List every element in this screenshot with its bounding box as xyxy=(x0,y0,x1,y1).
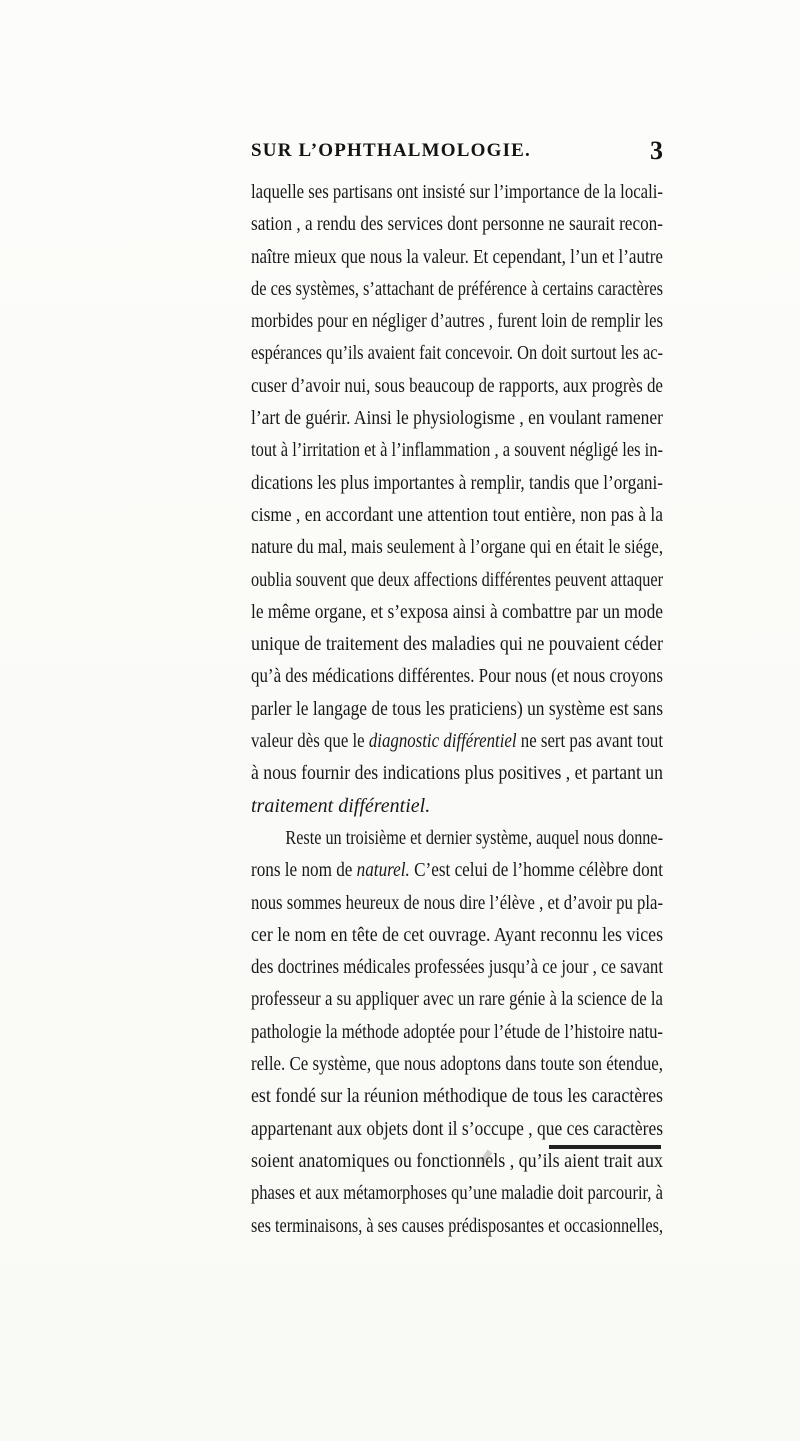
text-line: le même organe, et s’exposa ainsi à combattre par un mode xyxy=(251,600,664,623)
text-line: de ces systèmes, s’attachant de préférence à certains caractères xyxy=(251,277,663,300)
italic-term-naturel: naturel. xyxy=(356,859,410,882)
text-line xyxy=(251,854,663,886)
text-fragment: valeur dès que le xyxy=(251,730,369,753)
paragraph-1 xyxy=(251,176,663,822)
paragraph-2 xyxy=(251,822,663,1242)
text-line: laquelle ses partisans ont insisté sur l’importance de la locali- xyxy=(251,181,664,203)
text-line: tout à l’irritation et à l’inflammation , a souvent négligé les in- xyxy=(251,439,663,462)
text-line: phases et aux métamorphoses qu’une maladie doit parcourir, à xyxy=(251,1182,663,1205)
text-line xyxy=(251,725,663,757)
text-line: morbides pour en négliger d’autres , furent loin de remplir les xyxy=(251,310,663,333)
text-line: à nous fournir des indications plus positives , et partant un xyxy=(251,762,663,785)
text-line: sation , a rendu des services dont personne ne saurait recon- xyxy=(251,213,663,236)
text-line: parler le langage de tous les praticiens) un système est sans xyxy=(251,697,664,720)
text-line: soient anatomiques ou fonctionnels , qu’ils aient trait aux xyxy=(251,1149,663,1172)
text-line: l’art de guérir. Ainsi le physiologisme , en voulant ramener xyxy=(251,407,664,430)
text-line: professeur a su appliquer avec un rare génie à la science de la xyxy=(251,988,663,1011)
text-line xyxy=(251,790,663,822)
page-header xyxy=(251,136,663,170)
running-title: SUR L’OPHTHALMOLOGIE. xyxy=(251,140,531,161)
text-line: oublia souvent que deux affections différentes peuvent attaquer xyxy=(251,568,663,591)
body-text xyxy=(251,176,663,1242)
text-fragment: rons le nom de xyxy=(251,859,357,882)
text-fragment: C’est celui de l’homme célèbre dont xyxy=(409,859,663,882)
text-line: appartenant aux objets dont il s’occupe , que ces caractères xyxy=(251,1117,664,1140)
text-line: des doctrines médicales professées jusqu’à ce jour , ce savant xyxy=(251,956,663,979)
text-line: Reste un troisième et dernier système, auquel nous donne- xyxy=(285,826,663,849)
italic-term-traitement: traitement différentiel. xyxy=(251,794,431,817)
text-fragment: ne sert pas avant tout xyxy=(516,730,664,753)
page-number: 3 xyxy=(650,136,663,165)
text-line: cisme , en accordant une attention tout entière, non pas à la xyxy=(251,503,664,526)
text-line: cuser d’avoir nui, sous beaucoup de rapports, aux progrès de xyxy=(251,374,663,397)
text-line: cer le nom en tête de cet ouvrage. Ayant reconnu les vices xyxy=(251,923,664,946)
printed-rule xyxy=(549,1145,661,1149)
text-line: est fondé sur la réunion méthodique de tous les caractères xyxy=(251,1085,663,1108)
text-line: naître mieux que nous la valeur. Et cependant, l’un et l’autre xyxy=(251,245,663,268)
text-line: unique de traitement des maladies qui ne pouvaient céder xyxy=(251,633,663,656)
text-line: pathologie la méthode adoptée pour l’étude de l’histoire natu- xyxy=(251,1020,663,1043)
text-line: dications les plus importantes à remplir, tandis que l’organi- xyxy=(251,471,663,494)
text-line: ses terminaisons, à ses causes prédisposantes et occasionnelles, xyxy=(251,1214,664,1237)
text-line: espérances qu’ils avaient fait concevoir. On doit surtout les ac- xyxy=(251,342,663,365)
italic-term-diagnostic: diagnostic différentiel xyxy=(368,730,517,753)
text-line: nature du mal, mais seulement à l’organe qui en était le siége, xyxy=(251,536,664,559)
text-line: qu’à des médications différentes. Pour nous (et nous croyons xyxy=(251,665,663,688)
text-line: nous sommes heureux de nous dire l’élève , et d’avoir pu pla- xyxy=(251,891,664,914)
text-line: relle. Ce système, que nous adoptons dans toute son étendue, xyxy=(251,1053,663,1076)
